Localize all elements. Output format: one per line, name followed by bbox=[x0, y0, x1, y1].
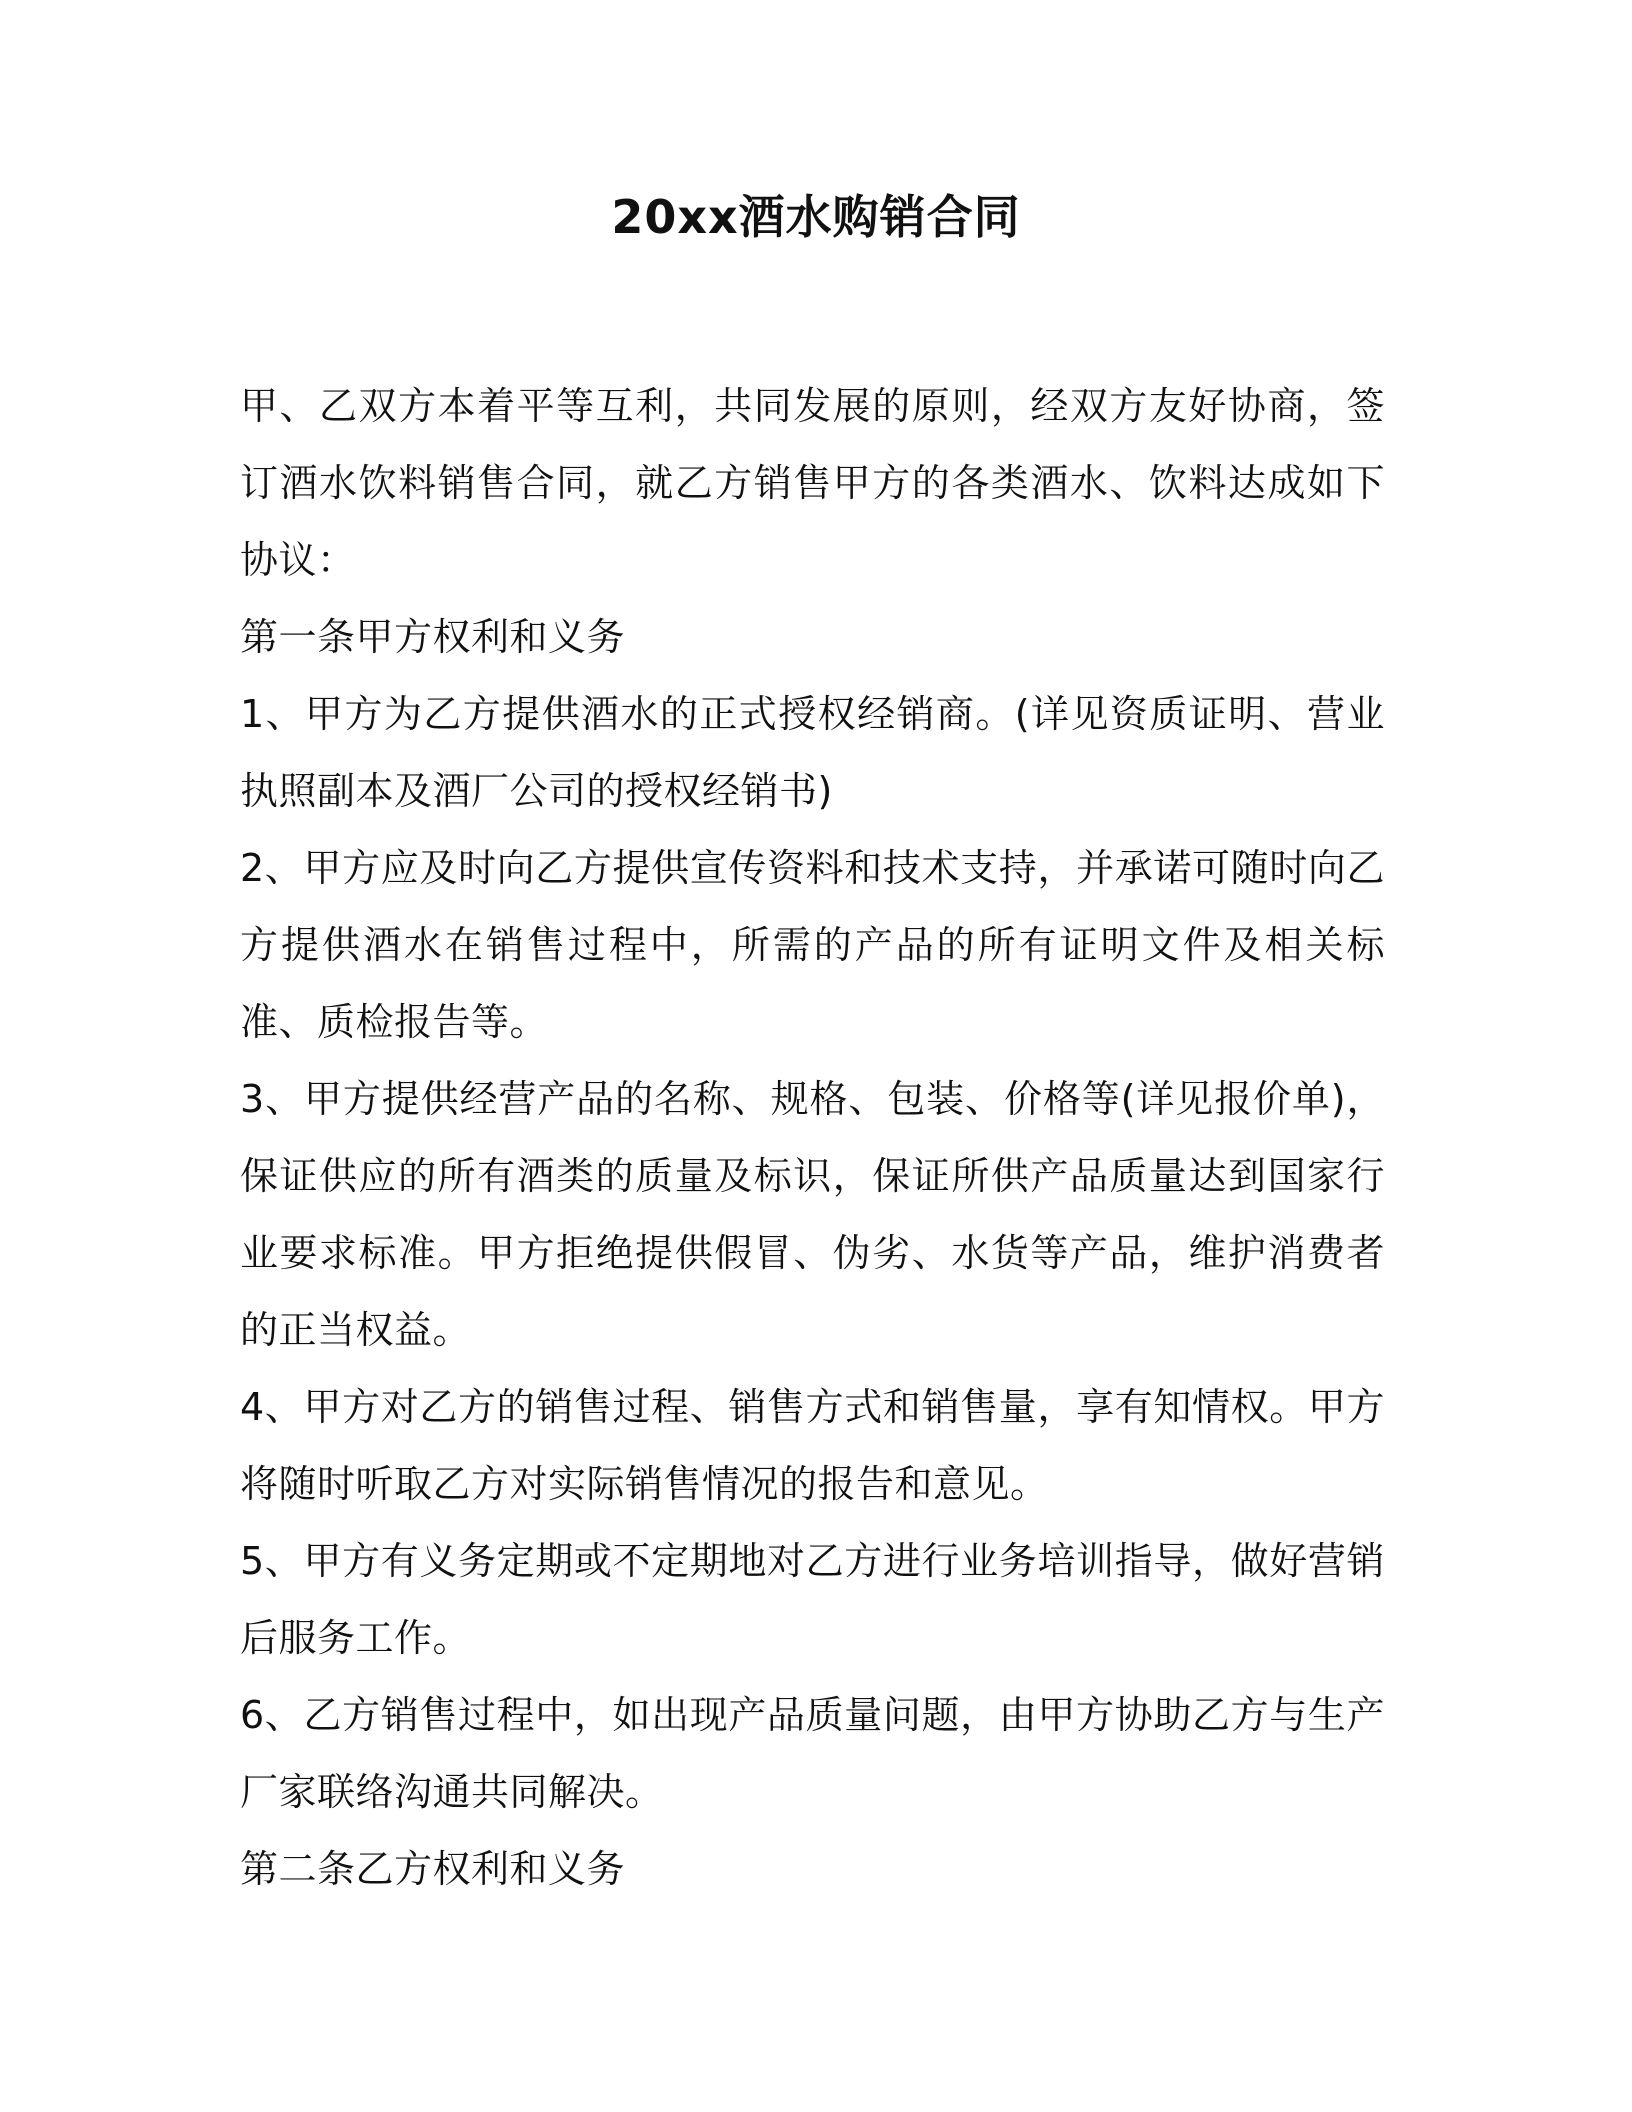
section-heading-party-a: 第一条甲方权利和义务 bbox=[240, 615, 626, 659]
clause-2: 2、甲方应及时向乙方提供宣传资料和技术支持，并承诺可随时向乙方提供酒水在销售过程中，所需的产品的所有证明文件及相关标准、质检报告等。 bbox=[240, 846, 1385, 1044]
clause-1: 1、甲方为乙方提供酒水的正式授权经销商。(详见资质证明、营业执照副本及酒厂公司的授权经销书) bbox=[240, 692, 1385, 813]
clause-6: 6、乙方销售过程中，如出现产品质量问题，由甲方协助乙方与生产厂家联络沟通共同解决。 bbox=[240, 1693, 1385, 1814]
clause-3: 3、甲方提供经营产品的名称、规格、包装、价格等(详见报价单)，保证供应的所有酒类的质量及标识，保证所供产品质量达到国家行业要求标准。甲方拒绝提供假冒、伪劣、水货等产品，维护消费者的正当权益。 bbox=[240, 1077, 1385, 1352]
clause-5: 5、甲方有义务定期或不定期地对乙方进行业务培训指导，做好营销后服务工作。 bbox=[240, 1539, 1385, 1660]
section-heading-party-b: 第二条乙方权利和义务 bbox=[240, 1847, 626, 1891]
document-title: 20xx酒水购销合同 bbox=[611, 190, 1021, 244]
paragraph-intro: 甲、乙双方本着平等互利，共同发展的原则，经双方友好协商，签订酒水饮料销售合同，就乙方销售甲方的各类酒水、饮料达成如下协议： bbox=[240, 384, 1385, 582]
clause-4: 4、甲方对乙方的销售过程、销售方式和销售量，享有知情权。甲方将随时听取乙方对实际销售情况的报告和意见。 bbox=[240, 1385, 1385, 1506]
document-body bbox=[240, 368, 1385, 1908]
